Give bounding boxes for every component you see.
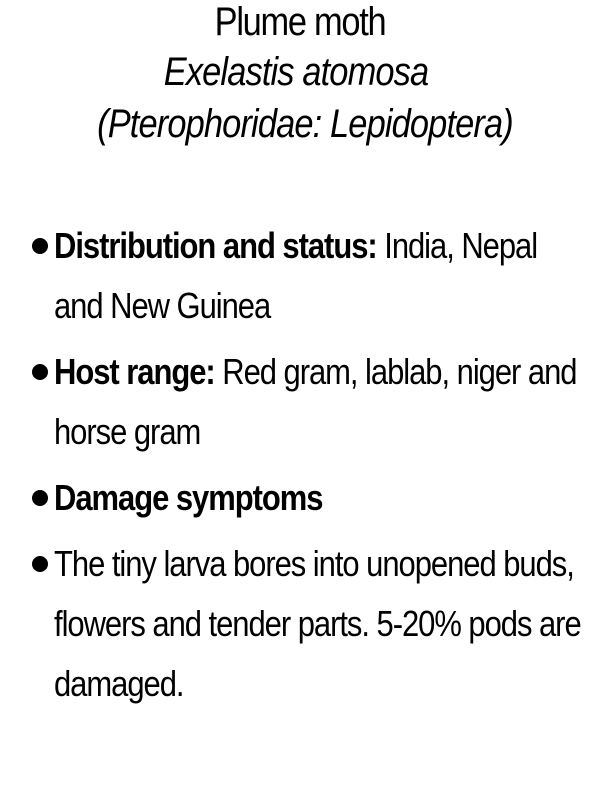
bullet-label: Damage symptoms <box>54 477 323 518</box>
bullet-damage-symptoms <box>30 468 590 528</box>
bullet-distribution <box>30 216 590 336</box>
bullet-host-range <box>30 342 590 462</box>
bullet-dot-icon <box>32 364 48 380</box>
bullet-list <box>30 216 590 720</box>
bullet-text: The tiny larva bores into unopened buds, flowers and tender parts. 5-20% pods are damaged. <box>54 543 581 704</box>
bullet-label: Distribution and status: <box>54 225 377 266</box>
bullet-label: Host range: <box>54 351 215 392</box>
title-block <box>0 0 600 150</box>
family-name: (Pterophoridae: Lepidoptera) <box>97 102 513 146</box>
bullet-damage-description <box>30 534 590 714</box>
bullet-dot-icon <box>32 238 48 254</box>
page-title: Plume moth <box>214 0 386 44</box>
bullet-text: Red gram, lablab, niger and horse gram <box>54 351 577 452</box>
bullet-dot-icon <box>32 490 48 506</box>
bullet-dot-icon <box>32 556 48 572</box>
scientific-name: Exelastis atomosa <box>163 50 429 94</box>
bullet-text: India, Nepal and New Guinea <box>54 225 538 326</box>
